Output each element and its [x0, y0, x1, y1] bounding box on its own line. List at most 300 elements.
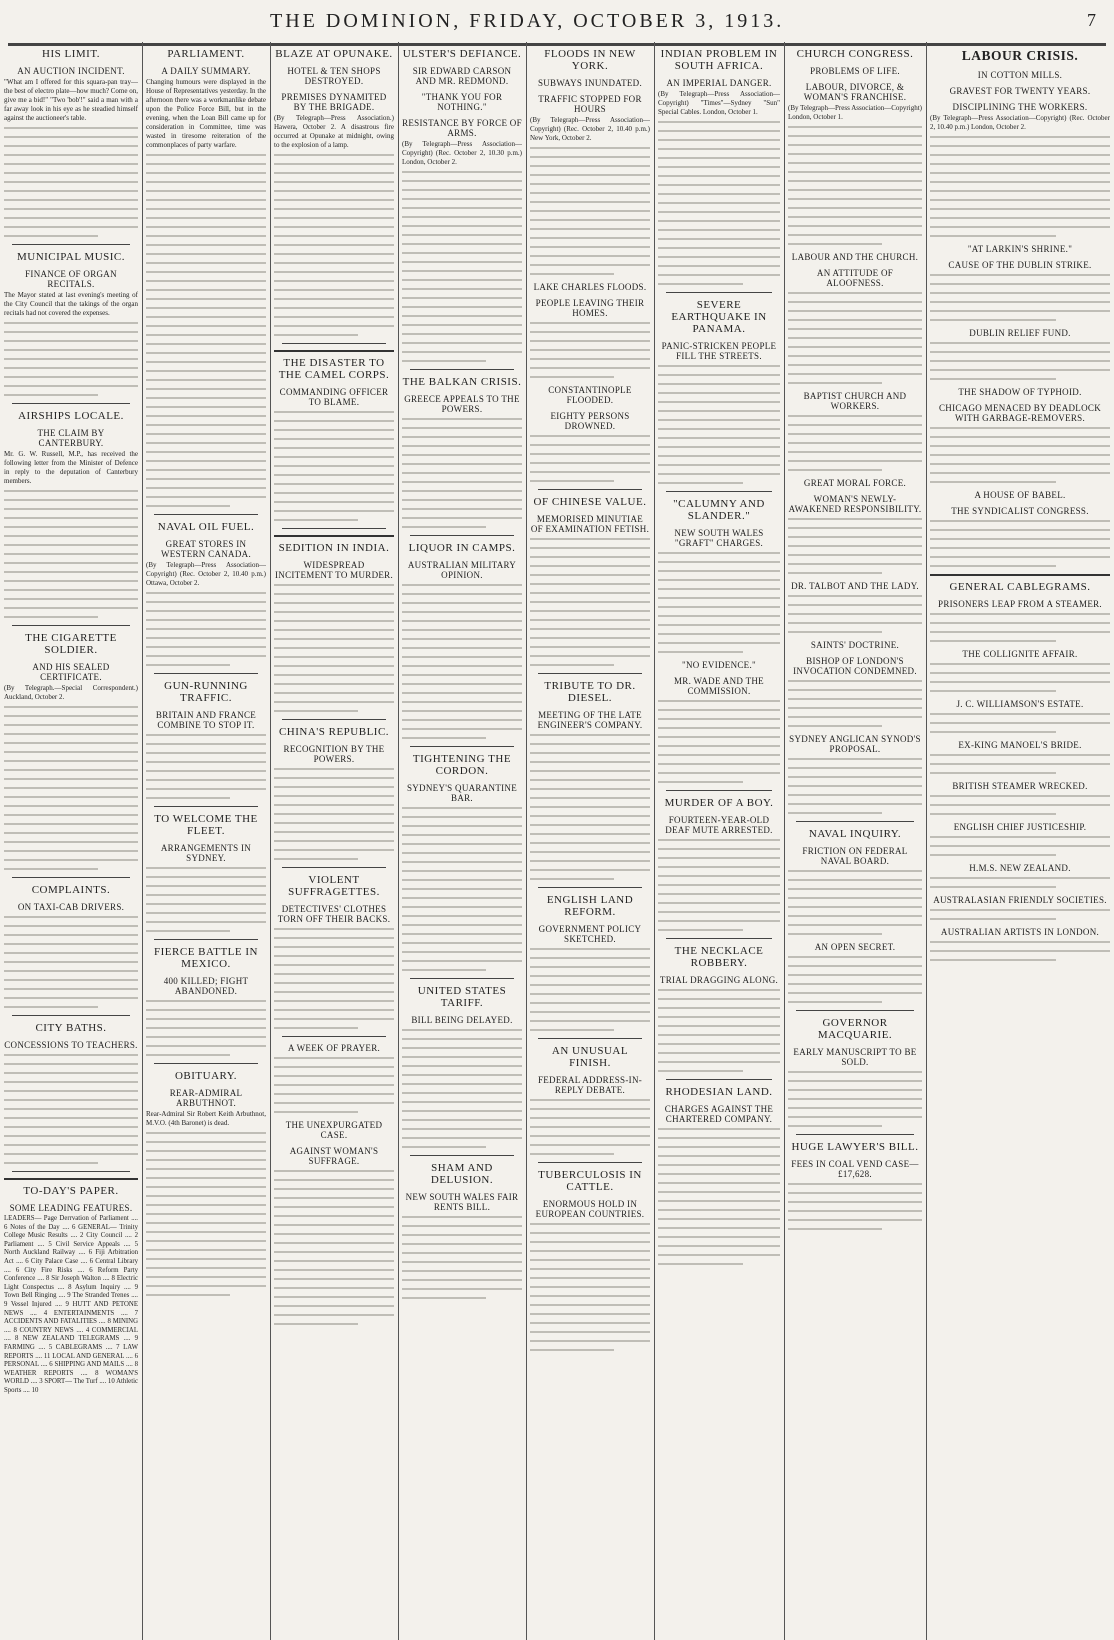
- text-line: [146, 469, 266, 471]
- text-line: [530, 993, 650, 995]
- text-line: [402, 207, 522, 209]
- text-line: [530, 210, 650, 212]
- article-text: (By Telegraph—Press Association—Copyright) London, October 1.: [788, 104, 922, 121]
- text-line: [402, 517, 522, 519]
- text-line: [402, 906, 522, 908]
- text-line: [146, 1036, 266, 1038]
- text-line: [4, 841, 138, 843]
- masthead: [0, 0, 1114, 40]
- text-line: [658, 220, 780, 222]
- column-2: [146, 42, 266, 1640]
- headline: CITY BATHS.: [35, 1022, 107, 1034]
- text-line: [658, 383, 780, 385]
- text-line: [788, 328, 922, 330]
- text-line: [658, 866, 780, 868]
- text-line: [658, 121, 780, 123]
- text-line: [4, 988, 138, 990]
- section-divider: [282, 867, 386, 868]
- text-line: [658, 202, 780, 204]
- text-line: [658, 781, 743, 783]
- text-line: [530, 628, 650, 630]
- text-line: [658, 579, 780, 581]
- headline: FIERCE BATTLE IN MEXICO.: [154, 946, 258, 970]
- text-line: [4, 607, 138, 609]
- text-line: [4, 979, 138, 981]
- text-line: [530, 1144, 650, 1146]
- text-line: [146, 921, 266, 923]
- text-line: [402, 951, 522, 953]
- text-line: [274, 629, 394, 631]
- text-line: [788, 234, 922, 236]
- text-line: [274, 1027, 358, 1029]
- subheadline: CHARGES AGAINST THE CHARTERED COMPANY.: [664, 1104, 774, 1124]
- text-line: [274, 964, 394, 966]
- text-line: [402, 279, 522, 281]
- column-3: [274, 42, 394, 1640]
- text-line: [530, 1232, 650, 1234]
- text-line: [530, 264, 650, 266]
- text-line: [274, 510, 394, 512]
- text-line: [658, 911, 780, 913]
- text-line: [146, 280, 266, 282]
- text-line: [274, 937, 394, 939]
- text-line: [274, 1323, 358, 1325]
- text-line: [658, 1061, 780, 1063]
- text-line: [530, 1020, 650, 1022]
- text-line: [930, 836, 1110, 838]
- text-line: [530, 1331, 650, 1333]
- text-line: [146, 1027, 266, 1029]
- text-line: [788, 1071, 922, 1073]
- column-divider: [142, 42, 143, 1640]
- text-line: [530, 1313, 650, 1315]
- newspaper-title: THE DOMINION, FRIDAY, OCTOBER 3, 1913.: [270, 10, 785, 32]
- headline: TRIBUTE TO DR. DIESEL.: [544, 680, 636, 704]
- text-line: [530, 966, 650, 968]
- text-line: [930, 804, 1110, 806]
- subheadline: AGAINST WOMAN'S SUFFRAGE.: [289, 1146, 379, 1166]
- text-line: [530, 869, 650, 871]
- text-line: [4, 1153, 138, 1155]
- subheadline: 400 KILLED; FIGHT ABANDONED.: [163, 976, 249, 996]
- text-line: [530, 984, 650, 986]
- text-line: [530, 547, 650, 549]
- text-line: [658, 1070, 743, 1072]
- headline: TO WELCOME THE FLEET.: [154, 813, 258, 837]
- text-line: [402, 629, 522, 631]
- text-line: [274, 982, 394, 984]
- text-line: [274, 1305, 394, 1307]
- text-line: [788, 337, 922, 339]
- text-line: [658, 1016, 780, 1018]
- text-line: [658, 274, 780, 276]
- text-line: [146, 779, 266, 781]
- text-line: [146, 442, 266, 444]
- text-line: [930, 181, 1110, 183]
- text-line: [530, 192, 650, 194]
- section-divider: [12, 403, 130, 404]
- text-line: [4, 1072, 138, 1074]
- text-line: [658, 561, 780, 563]
- text-line: [274, 1296, 394, 1298]
- section-divider: [12, 1171, 130, 1172]
- text-line: [4, 136, 138, 138]
- headline: RHODESIAN LAND.: [665, 1086, 773, 1098]
- text-line: [4, 1099, 138, 1101]
- subheadline: GREAT MORAL FORCE.: [803, 478, 907, 488]
- subheadline: WOMAN'S NEWLY-AWAKENED RESPONSIBILITY.: [788, 494, 922, 514]
- headline: THE BALKAN CRISIS.: [402, 376, 522, 388]
- text-line: [530, 273, 614, 275]
- text-line: [146, 217, 266, 219]
- text-line: [146, 912, 266, 914]
- text-line: [788, 1098, 922, 1100]
- text-line: [402, 701, 522, 703]
- column-divider: [398, 42, 399, 1640]
- subheadline: ARRANGEMENTS IN SYDNEY.: [160, 843, 252, 863]
- text-line: [930, 877, 1110, 879]
- subheadline: MEMORISED MINUTIAE OF EXAMINATION FETISH.: [530, 514, 650, 534]
- text-line: [4, 733, 138, 735]
- text-line: [274, 253, 394, 255]
- text-line: [930, 722, 1110, 724]
- text-line: [4, 340, 138, 342]
- text-line: [530, 779, 650, 781]
- text-line: [530, 165, 650, 167]
- column-7: [788, 42, 922, 1640]
- text-line: [274, 840, 394, 842]
- text-line: [530, 331, 650, 333]
- text-line: [658, 247, 780, 249]
- text-line: [658, 570, 780, 572]
- text-line: [274, 501, 394, 503]
- text-line: [274, 1066, 394, 1068]
- text-line: [788, 415, 922, 417]
- text-line: [4, 598, 138, 600]
- text-line: [930, 427, 1110, 429]
- text-line: [658, 1164, 780, 1166]
- section-divider: [666, 292, 772, 293]
- text-line: [4, 616, 98, 618]
- text-line: [146, 325, 266, 327]
- text-line: [4, 1054, 138, 1056]
- subheadline: H.M.S. NEW ZEALAND.: [969, 863, 1071, 873]
- text-line: [4, 145, 138, 147]
- text-line: [4, 934, 138, 936]
- text-line: [402, 933, 522, 935]
- article-text: "What am I offered for this squara-pan tray—the best of electro plate—how much? Come on, give me a bid!" "Two 'bob'!" said a man with a far away look in his eye as he steadied himself against the auctioneer's table.: [4, 78, 138, 122]
- headline: GOVERNOR MACQUARIE.: [817, 1017, 893, 1041]
- text-line: [402, 861, 522, 863]
- text-line: [274, 1084, 394, 1086]
- text-line: [4, 832, 138, 834]
- text-line: [530, 1349, 614, 1351]
- text-line: [274, 813, 394, 815]
- text-line: [930, 763, 1110, 765]
- text-line: [146, 334, 266, 336]
- headline: TO-DAY'S PAPER.: [4, 1178, 138, 1197]
- text-line: [658, 920, 780, 922]
- subheadline: MR. WADE AND THE COMMISSION.: [674, 676, 764, 696]
- text-line: [930, 613, 1110, 615]
- subheadline: BILL BEING DELAYED.: [411, 1015, 513, 1025]
- text-line: [658, 884, 780, 886]
- section-divider: [796, 821, 914, 822]
- text-line: [274, 1093, 394, 1095]
- text-line: [658, 238, 780, 240]
- text-line: [530, 1241, 650, 1243]
- text-line: [788, 595, 922, 597]
- text-line: [788, 442, 922, 444]
- article-text: Mr. G. W. Russell, M.P., has received the following letter from the Minister of Defence in reply to the deputation of Canterbury members.: [4, 450, 138, 485]
- text-line: [146, 1159, 266, 1161]
- text-line: [402, 683, 522, 685]
- text-line: [530, 1322, 650, 1324]
- text-line: [274, 822, 394, 824]
- text-line: [274, 1233, 394, 1235]
- text-line: [274, 519, 358, 521]
- text-line: [530, 1153, 614, 1155]
- text-line: [658, 709, 780, 711]
- text-line: [530, 752, 650, 754]
- text-line: [530, 619, 650, 621]
- subheadline: TRIAL DRAGGING ALONG.: [659, 975, 779, 985]
- text-line: [146, 743, 266, 745]
- section-divider: [12, 625, 130, 626]
- text-line: [146, 894, 266, 896]
- text-line: [530, 1259, 650, 1261]
- text-line: [788, 924, 922, 926]
- text-line: [930, 463, 1110, 465]
- text-line: [658, 772, 780, 774]
- text-line: [930, 154, 1110, 156]
- text-line: [930, 310, 1110, 312]
- text-line: [788, 1183, 922, 1185]
- text-line: [274, 1170, 394, 1172]
- text-line: [658, 446, 780, 448]
- section-divider: [282, 343, 386, 344]
- text-line: [4, 208, 138, 210]
- text-line: [402, 1038, 522, 1040]
- text-line: [930, 378, 1056, 380]
- text-line: [530, 860, 650, 862]
- text-line: [402, 342, 522, 344]
- text-line: [274, 602, 394, 604]
- text-line: [4, 580, 138, 582]
- text-line: [274, 199, 394, 201]
- text-line: [146, 1249, 266, 1251]
- text-line: [402, 463, 522, 465]
- headline: THE DISASTER TO THE CAMEL CORPS.: [274, 350, 394, 381]
- text-line: [274, 172, 394, 174]
- text-line: [4, 499, 138, 501]
- text-line: [4, 367, 138, 369]
- text-line: [658, 1254, 780, 1256]
- text-line: [658, 482, 743, 484]
- subheadline: CONCESSIONS TO TEACHERS.: [4, 1040, 138, 1050]
- subheadline: SAINTS' DOCTRINE.: [810, 640, 900, 650]
- column-4: [402, 42, 522, 1640]
- text-line: [530, 655, 650, 657]
- text-line: [530, 833, 650, 835]
- text-line: [402, 261, 522, 263]
- text-line: [530, 1277, 650, 1279]
- text-line: [658, 1200, 780, 1202]
- text-line: [274, 656, 394, 658]
- section-divider: [538, 489, 642, 490]
- text-line: [146, 496, 266, 498]
- text-line: [402, 234, 522, 236]
- text-line: [274, 692, 394, 694]
- subheadline: BRITAIN AND FRANCE COMBINE TO STOP IT.: [155, 710, 257, 730]
- text-line: [4, 535, 138, 537]
- text-line: [402, 1056, 522, 1058]
- text-line: [402, 593, 522, 595]
- text-line: [788, 153, 922, 155]
- text-line: [658, 1173, 780, 1175]
- text-line: [658, 419, 780, 421]
- subheadline: NEW SOUTH WALES "GRAFT" CHARGES.: [674, 528, 764, 548]
- text-line: [788, 785, 922, 787]
- text-line: [402, 436, 522, 438]
- text-line: [402, 719, 522, 721]
- text-line: [146, 1132, 266, 1134]
- text-line: [788, 1228, 882, 1230]
- headline: ULSTER'S DEFIANCE.: [402, 48, 522, 60]
- text-line: [530, 462, 650, 464]
- text-line: [402, 692, 522, 694]
- text-line: [658, 1155, 780, 1157]
- text-line: [788, 572, 882, 574]
- column-5: [530, 42, 650, 1640]
- text-line: [146, 752, 266, 754]
- text-line: [930, 886, 1056, 888]
- text-line: [274, 181, 394, 183]
- text-line: [274, 1242, 394, 1244]
- text-line: [930, 547, 1110, 549]
- text-line: [274, 804, 394, 806]
- text-line: [274, 325, 394, 327]
- page-number: 7: [1087, 10, 1096, 30]
- text-line: [658, 998, 780, 1000]
- text-line: [146, 388, 266, 390]
- text-line: [788, 301, 922, 303]
- subheadline: FOURTEEN-YEAR-OLD DEAF MUTE ARRESTED.: [665, 815, 773, 835]
- subheadline: HOTEL & TEN SHOPS DESTROYED.: [287, 66, 381, 86]
- subheadline: RESISTANCE BY FORCE OF ARMS.: [402, 118, 522, 138]
- text-line: [402, 656, 522, 658]
- text-line: [788, 563, 922, 565]
- text-line: [530, 435, 650, 437]
- subheadline: REAR-ADMIRAL ARBUTHNOT.: [169, 1088, 243, 1108]
- text-line: [658, 1137, 780, 1139]
- text-line: [402, 418, 522, 420]
- text-line: [402, 710, 522, 712]
- text-line: [530, 1304, 650, 1306]
- text-line: [4, 376, 138, 378]
- text-line: [788, 622, 922, 624]
- subheadline: J. C. WILLIAMSON'S ESTATE.: [956, 699, 1084, 709]
- subheadline: WIDESPREAD INCITEMENT TO MURDER.: [274, 560, 394, 580]
- text-line: [402, 360, 486, 362]
- text-line: [402, 1288, 522, 1290]
- text-line: [530, 1099, 650, 1101]
- headline: MURDER OF A BOY.: [664, 797, 774, 809]
- text-line: [274, 593, 394, 595]
- text-line: [930, 772, 1056, 774]
- text-line: [4, 952, 138, 954]
- text-line: [274, 474, 394, 476]
- text-line: [274, 226, 394, 228]
- text-line: [930, 854, 1056, 856]
- text-line: [274, 647, 394, 649]
- text-line: [930, 360, 1110, 362]
- column-8: [930, 42, 1110, 1640]
- text-line: [402, 638, 522, 640]
- text-line: [4, 508, 138, 510]
- text-line: [146, 1240, 266, 1242]
- text-line: [930, 690, 1056, 692]
- subheadline: BISHOP OF LONDON'S INVOCATION CONDEMNED.: [793, 656, 917, 676]
- text-line: [4, 385, 138, 387]
- text-line: [4, 715, 138, 717]
- text-line: [788, 631, 882, 633]
- section-divider: [282, 719, 386, 720]
- text-line: [146, 610, 266, 612]
- text-line: [274, 280, 394, 282]
- text-line: [530, 156, 650, 158]
- text-line: [4, 589, 138, 591]
- text-line: [658, 1191, 780, 1193]
- subheadline: EARLY MANUSCRIPT TO BE SOLD.: [793, 1047, 917, 1067]
- text-line: [146, 487, 266, 489]
- text-line: [930, 941, 1110, 943]
- subheadline: BAPTIST CHURCH AND WORKERS.: [803, 391, 907, 411]
- section-divider: [796, 1134, 914, 1135]
- text-line: [274, 411, 394, 413]
- headline: TUBERCULOSIS IN CATTLE.: [538, 1169, 642, 1193]
- text-line: [658, 736, 780, 738]
- text-line: [146, 734, 266, 736]
- text-line: [274, 235, 394, 237]
- text-line: [4, 706, 138, 708]
- text-line: [146, 397, 266, 399]
- headline: CHURCH CONGRESS.: [796, 48, 914, 60]
- text-line: [274, 1314, 394, 1316]
- text-line: [658, 902, 780, 904]
- subheadline: DETECTIVES' CLOTHES TORN OFF THEIR BACKS.: [277, 904, 391, 924]
- text-line: [274, 777, 394, 779]
- text-line: [530, 842, 650, 844]
- text-line: [402, 843, 522, 845]
- text-line: [530, 444, 650, 446]
- text-line: [274, 973, 394, 975]
- headline: NAVAL OIL FUEL.: [157, 521, 255, 533]
- text-line: [788, 956, 922, 958]
- subheadline: PREMISES DYNAMITED BY THE BRIGADE.: [281, 92, 387, 112]
- subheadline: THE CLAIM BY CANTERBURY.: [37, 428, 105, 448]
- section-divider: [666, 491, 772, 492]
- text-line: [530, 637, 650, 639]
- text-line: [658, 597, 780, 599]
- text-line: [788, 527, 922, 529]
- text-line: [788, 879, 922, 881]
- text-line: [274, 638, 394, 640]
- text-line: [788, 604, 922, 606]
- text-line: [274, 289, 394, 291]
- text-line: [402, 1128, 522, 1130]
- text-line: [788, 518, 922, 520]
